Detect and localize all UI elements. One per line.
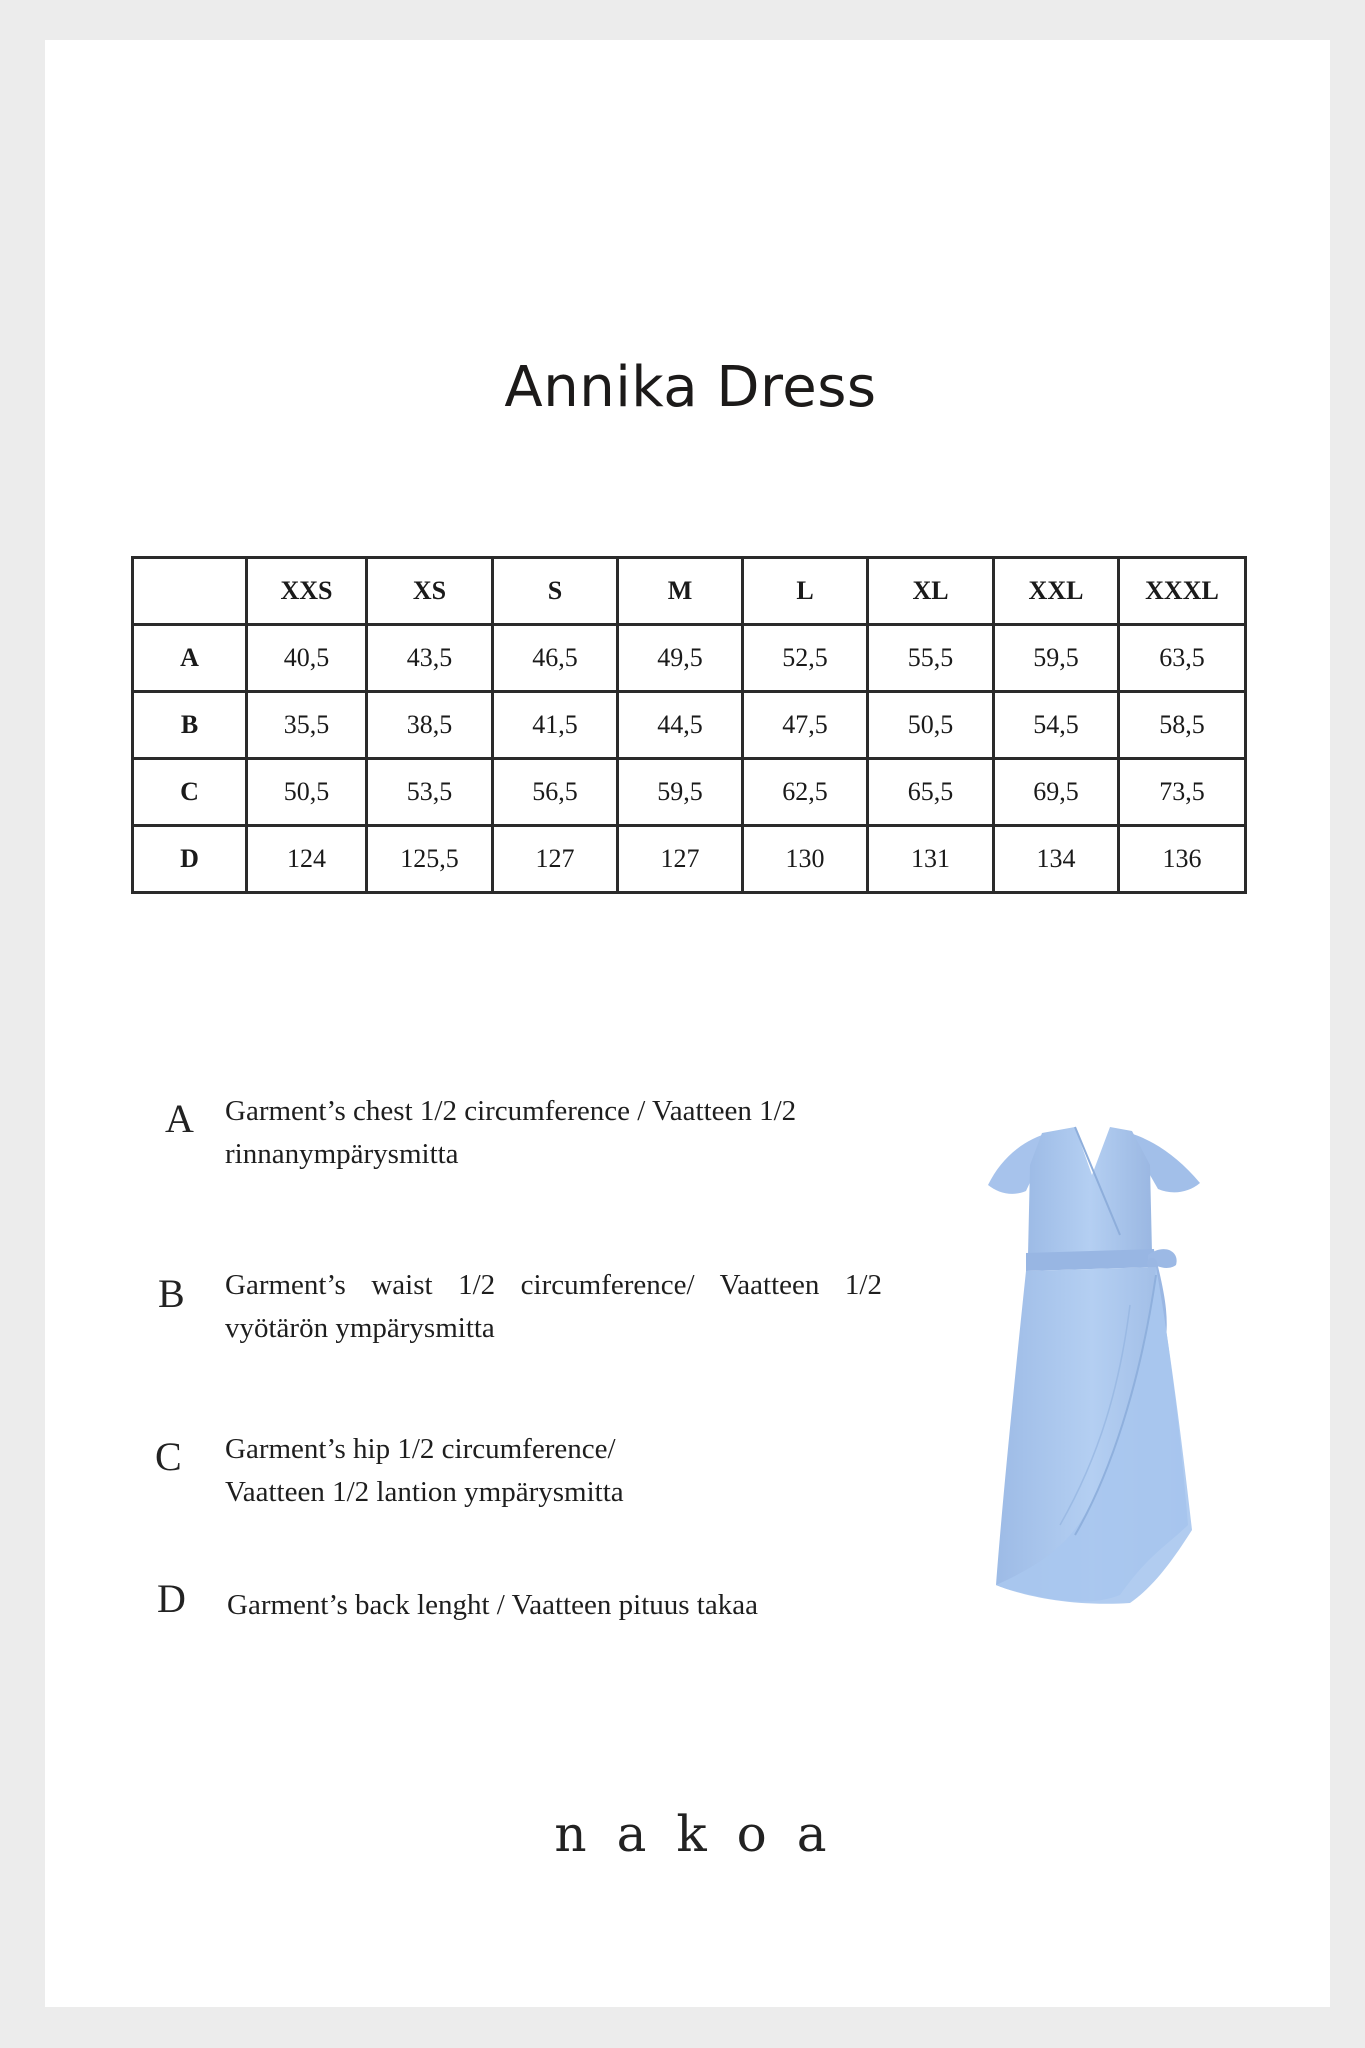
table-cell: 46,5 (493, 625, 618, 692)
table-cell: 127 (618, 826, 743, 893)
table-cell: 73,5 (1119, 759, 1246, 826)
table-header-cell: XXL (994, 558, 1119, 625)
table-cell: 47,5 (743, 692, 868, 759)
dress-image (980, 1125, 1210, 1610)
legend-text-d: Garment’s back lenght / Vaatteen pituus takaa (227, 1589, 758, 1621)
table-row (133, 692, 1246, 759)
table-cell: 52,5 (743, 625, 868, 692)
legend-letter-c: C (155, 1434, 182, 1479)
table-header-cell: XXS (247, 558, 367, 625)
table-cell: 54,5 (994, 692, 1119, 759)
table-row-label: B (133, 692, 247, 759)
legend-text-c-line1: Garment’s hip 1/2 circumference/ (225, 1433, 616, 1465)
table-cell: 58,5 (1119, 692, 1246, 759)
table-header-cell: S (493, 558, 618, 625)
size-table (131, 556, 1247, 894)
table-cell: 130 (743, 826, 868, 893)
table-cell: 35,5 (247, 692, 367, 759)
table-row-label: C (133, 759, 247, 826)
legend-letter-d: D (157, 1576, 186, 1621)
legend-text-c-line2: Vaatteen 1/2 lantion ympärysmitta (225, 1476, 624, 1508)
page-title: Annika Dress (504, 355, 877, 420)
table-header-cell: M (618, 558, 743, 625)
table-cell: 124 (247, 826, 367, 893)
table-header-cell: XXXL (1119, 558, 1246, 625)
table-cell: 65,5 (868, 759, 994, 826)
table-row-label: A (133, 625, 247, 692)
table-cell: 62,5 (743, 759, 868, 826)
table-cell: 59,5 (618, 759, 743, 826)
table-cell: 55,5 (868, 625, 994, 692)
table-row-label: D (133, 826, 247, 893)
table-cell: 134 (994, 826, 1119, 893)
table-cell: 40,5 (247, 625, 367, 692)
table-cell: 43,5 (367, 625, 493, 692)
legend-text-c (225, 1428, 865, 1514)
legend-letter-a: A (165, 1096, 194, 1141)
table-cell: 136 (1119, 826, 1246, 893)
table-cell: 131 (868, 826, 994, 893)
legend-text-b: Garment’s waist 1/2 circumference/ Vaatteen 1/2 vyötärön ympärysmitta (225, 1269, 882, 1344)
table-cell: 69,5 (994, 759, 1119, 826)
table-cell: 59,5 (994, 625, 1119, 692)
table-header-cell: XL (868, 558, 994, 625)
table-cell: 49,5 (618, 625, 743, 692)
table-cell: 38,5 (367, 692, 493, 759)
table-cell: 44,5 (618, 692, 743, 759)
table-cell: 125,5 (367, 826, 493, 893)
table-header-cell (133, 558, 247, 625)
legend-text-a: Garment’s chest 1/2 circumference / Vaatteen 1/2 rinnanympärysmitta (225, 1095, 797, 1170)
table-cell: 53,5 (367, 759, 493, 826)
table-header-cell: XS (367, 558, 493, 625)
table-cell: 50,5 (868, 692, 994, 759)
table-cell: 41,5 (493, 692, 618, 759)
table-row (133, 759, 1246, 826)
table-cell: 127 (493, 826, 618, 893)
table-row (133, 625, 1246, 692)
size-guide-card (45, 40, 1330, 2007)
table-cell: 50,5 (247, 759, 367, 826)
table-header-row (133, 558, 1246, 625)
brand-logo: nakoa (554, 1805, 857, 1863)
table-cell: 63,5 (1119, 625, 1246, 692)
legend-letter-b: B (158, 1271, 185, 1316)
table-header-cell: L (743, 558, 868, 625)
table-row (133, 826, 1246, 893)
table-cell: 56,5 (493, 759, 618, 826)
bodice (1028, 1127, 1152, 1255)
